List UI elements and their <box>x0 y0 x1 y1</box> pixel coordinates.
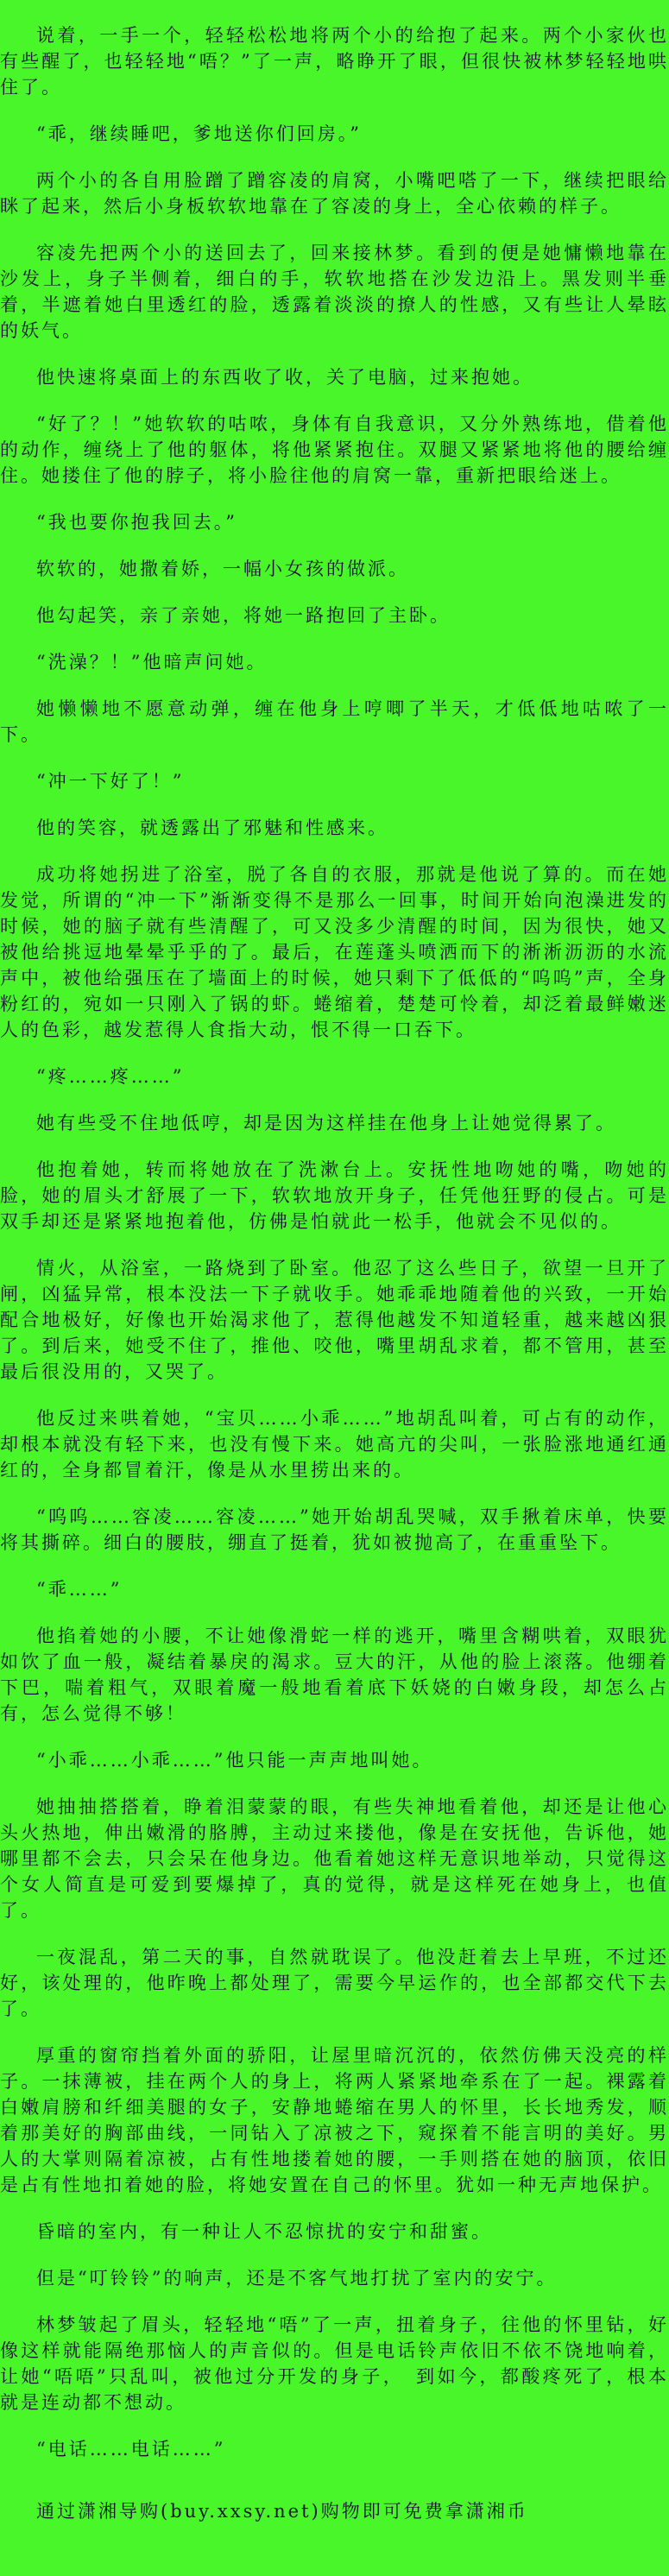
novel-text-container <box>0 22 669 2462</box>
paragraph: 他掐着她的小腰，不让她像滑蛇一样的逃开，嘴里含糊哄着，双眼犹如饮了血一般，凝结着暴戾的渴求。豆大的汗，从他的脸上滚落。他绷着下巴，喘着粗气，双眼着魔一般地看着底下妖娆的白嫩身段，却怎么占有，怎么觉得不够！ <box>0 1626 669 1724</box>
paragraph: “乖，继续睡吧，爹地送你们回房。” <box>36 123 362 144</box>
paragraph: 他勾起笑，亲了亲她，将她一路抱回了主卧。 <box>36 605 451 626</box>
paragraph: “呜呜……容凌……容凌……”她开始胡乱哭喊，双手揪着床单，快要将其撕碎。细白的腰肢，绷直了挺着，犹如被抛高了，在重重坠下。 <box>0 1506 669 1553</box>
paragraph: “小乖……小乖……”他只能一声声地叫她。 <box>36 1750 433 1771</box>
paragraph: 厚重的窗帘挡着外面的骄阳，让屋里暗沉沉的，依然仿佛天没亮的样子。一抹薄被，挂在两个人的身上，将两人紧紧地牵系在了一起。裸露着白嫩肩膀和纤细美腿的女子，安静地蜷缩在男人的怀里，长长地秀发，顺着那美好的胸部曲线，一同钻入了凉被之下，窥探着不能言明的美好。男人的大掌则隔着凉被，占有性地搂着她的腰，一手则搭在她的脑顶，依旧是占有性地扣着她的脸，将她安置在自己的怀里。犹如一种无声地保护。 <box>0 2045 669 2195</box>
paragraph: “乖……” <box>36 1579 123 1600</box>
paragraph: 一夜混乱，第二天的事，自然就耽误了。他没赶着去上早班，不过还好，该处理的，他昨晚上都处理了，需要今早运作的，也全部都交代下去了。 <box>0 1947 669 2019</box>
paragraph: 软软的，她撒着娇，一幅小女孩的做派。 <box>36 559 409 579</box>
paragraph: 他快速将桌面上的东西收了收，关了电脑，过来抱她。 <box>36 367 533 388</box>
paragraph: 他抱着她，转而将她放在了洗漱台上。安抚性地吻她的嘴，吻她的脸，她的眉头才舒展了一下，软软地放开身子，任凭他狂野的侵占。可是双手却还是紧紧地抱着他，仿佛是怕就此一松手，他就会不见似的。 <box>0 1159 669 1232</box>
paragraph: 情火，从浴室，一路烧到了卧室。他忍了这么些日子，欲望一旦开了闸，凶猛异常，根本没法一下子就收手。她乖乖地随着他的兴致，一开始配合地极好，好像也开始渴求他了，惹得他越发不知道轻重，越来越凶狠了。到后来，她受不住了，推他、咬他，嘴里胡乱求着，都不管用，甚至最后很没用的，又哭了。 <box>0 1258 669 1382</box>
paragraph: 她懒懒地不愿意动弹，缠在他身上哼唧了半天，才低低地咕哝了一下。 <box>0 698 669 745</box>
paragraph: “冲一下好了！” <box>36 771 185 792</box>
paragraph: “洗澡？！”他暗声问她。 <box>36 652 268 672</box>
paragraph: 但是“叮铃铃”的响声，还是不客气地打扰了室内的安宁。 <box>36 2268 558 2289</box>
paragraph: “疼……疼……” <box>36 1066 185 1087</box>
paragraph: 昏暗的室内，有一种让人不忍惊扰的安宁和甜蜜。 <box>36 2221 492 2242</box>
paragraph: 他的笑容，就透露出了邪魅和性感来。 <box>36 818 388 838</box>
paragraph: “好了？！”她软软的咕哝，身体有自我意识，又分外熟练地，借着他的动作，缠绕上了他的躯体，将他紧紧抱住。双腿又紧紧地将他的腰给缠住。她搂住了他的脖子，将小脸往他的肩窝一靠，重新把眼给迷上。 <box>0 414 669 486</box>
paragraph: “我也要你抱我回去。” <box>36 512 237 533</box>
paragraph: 说着，一手一个，轻轻松松地将两个小的给抱了起来。两个小家伙也有些醒了，也轻轻地“唔？”了一声，略睁开了眼，但很快被林梦轻轻地哄住了。 <box>0 25 669 98</box>
paragraph: 她抽抽搭搭着，睁着泪蒙蒙的眼，有些失神地看着他，却还是让他心头火热地，伸出嫩滑的胳膊，主动过来搂他，像是在安抚他，告诉他，她哪里都不会去，只会呆在他身边。他看着她这样无意识地举动，只觉得这个女人简直是可爱到要爆掉了，真的觉得，就是这样死在她身上，也值了。 <box>0 1796 669 1921</box>
paragraph: 他反过来哄着她，“宝贝……小乖……”地胡乱叫着，可占有的动作，却根本就没有轻下来，也没有慢下来。她高亢的尖叫，一张脸涨地通红通红的，全身都冒着汗，像是从水里捞出来的。 <box>0 1408 669 1481</box>
paragraph: “电话……电话……” <box>36 2439 226 2459</box>
footer-promo: 通过潇湘导购(buy.xxsy.net)购物即可免费拿潇湘币 <box>36 2501 528 2522</box>
paragraph: 两个小的各自用脸蹭了蹭容凌的肩窝，小嘴吧嗒了一下，继续把眼给眯了起来，然后小身板软软地靠在了容凌的身上，全心依赖的样子。 <box>0 170 669 217</box>
paragraph: 成功将她拐进了浴室，脱了各自的衣服，那就是他说了算的。而在她发觉，所谓的“冲一下”渐渐变得不是那么一回事，时间开始向泡澡进发的时候，她的脑子就有些清醒了，可又没多少清醒的时间，因为很快，她又被他给挑逗地晕晕乎乎的了。最后，在莲蓬头喷洒而下的淅淅沥沥的水流声中，被他给强压在了墙面上的时候，她只剩下了低低的“呜呜”声，全身粉红的，宛如一只刚入了锅的虾。蜷缩着，楚楚可怜着，却泛着最鲜嫩迷人的色彩，越发惹得人食指大动，恨不得一口吞下。 <box>0 864 669 1040</box>
paragraph: 林梦皱起了眉头，轻轻地“唔”了一声，扭着身子，往他的怀里钻，好像这样就能隔绝那恼人的声音似的。但是电话铃声依旧不依不饶地响着，让她“唔唔”只乱叫，被他过分开发的身子， 到如今，都酸疼死了，根本就是连动都不想动。 <box>0 2314 669 2413</box>
paragraph: 容凌先把两个小的送回去了，回来接林梦。看到的便是她慵懒地靠在沙发上，身子半侧着，细白的手，软软地搭在沙发边沿上。黑发则半垂着，半遮着她白里透红的脸，透露着淡淡的撩人的性感，又有些让人晕眩的妖气。 <box>0 243 669 341</box>
paragraph: 她有些受不住地低哼，却是因为这样挂在他身上让她觉得累了。 <box>36 1113 616 1133</box>
